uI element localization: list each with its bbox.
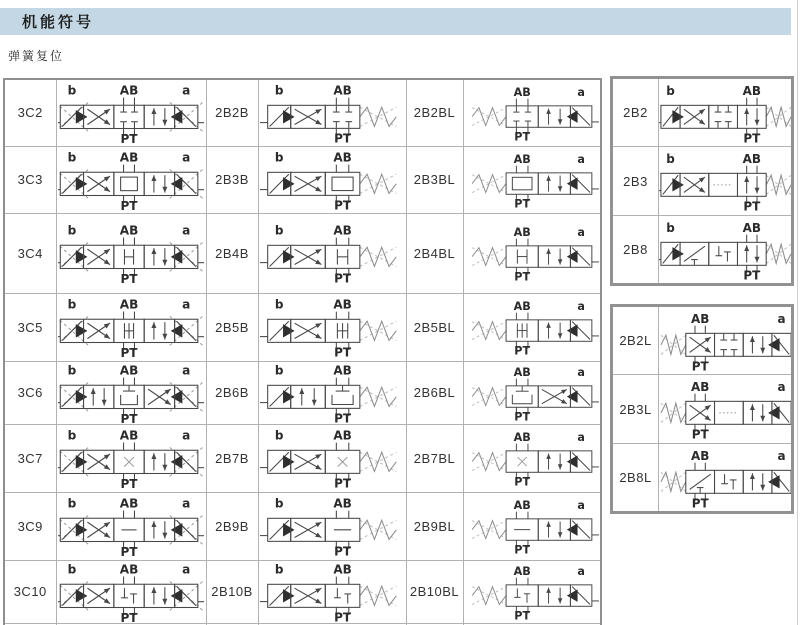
model-code-cell: 2B3L	[612, 375, 659, 444]
svg-text:a: a	[777, 379, 786, 394]
model-code-cell: 2B5BL	[406, 293, 463, 361]
valve-symbol-2B10B	[260, 561, 404, 623]
model-code-cell: 2B2BL	[406, 79, 463, 146]
svg-text:AB: AB	[119, 297, 139, 312]
svg-text:a: a	[182, 83, 191, 98]
svg-text:b: b	[67, 428, 77, 443]
svg-text:PT: PT	[743, 199, 761, 212]
valve-symbol-3C2	[58, 82, 204, 144]
model-code-cell: 2B6BL	[406, 361, 463, 424]
svg-text:a: a	[182, 562, 191, 577]
svg-text:PT: PT	[514, 270, 530, 284]
valve-symbol-2B2BL	[465, 82, 599, 144]
svg-text:b: b	[666, 151, 675, 166]
main-table-row	[4, 424, 601, 492]
valve-symbol-2B7B	[260, 427, 404, 489]
valve-symbol-2B8L	[659, 447, 793, 509]
valve-symbol-cell	[56, 560, 206, 623]
svg-text:AB: AB	[742, 151, 762, 166]
svg-text:a: a	[577, 365, 585, 379]
valve-symbol-2B6BL	[465, 362, 599, 424]
valve-symbol-cell	[56, 361, 206, 424]
panel-2bl-table	[610, 304, 794, 514]
valve-symbol-2B2L	[659, 310, 793, 372]
valve-symbol-cell	[463, 424, 601, 492]
valve-symbol-2B4B	[260, 222, 404, 284]
model-code-cell: 3C4	[4, 213, 56, 293]
svg-text:PT: PT	[514, 130, 530, 144]
model-code-cell: 2B6B	[206, 361, 258, 424]
svg-text:b: b	[274, 496, 284, 511]
model-code-cell: 3C3	[4, 146, 56, 213]
svg-text:PT: PT	[514, 197, 530, 211]
svg-text:b: b	[274, 297, 284, 312]
valve-symbol-cell	[56, 213, 206, 293]
svg-text:b: b	[67, 496, 77, 511]
model-code-cell: 2B3	[612, 147, 659, 216]
valve-symbol-cell	[659, 375, 793, 444]
valve-symbol-3C5	[58, 296, 204, 358]
svg-text:PT: PT	[120, 198, 138, 211]
valve-symbol-cell	[659, 444, 793, 513]
valve-symbol-2B2	[659, 82, 793, 144]
panel-row	[612, 306, 793, 375]
valve-symbol-cell	[258, 424, 406, 492]
svg-text:AB: AB	[690, 379, 710, 394]
svg-text:b: b	[67, 562, 77, 577]
svg-text:a: a	[182, 496, 191, 511]
svg-text:AB: AB	[513, 564, 531, 578]
valve-symbol-2B3	[659, 150, 793, 212]
svg-text:PT: PT	[120, 131, 138, 144]
main-symbol-table	[3, 78, 602, 625]
svg-text:b: b	[274, 363, 284, 378]
valve-symbol-cell	[659, 78, 793, 147]
svg-text:AB: AB	[333, 363, 352, 378]
panel-row	[612, 375, 793, 444]
svg-text:b: b	[67, 297, 77, 312]
valve-symbol-2B7BL	[465, 427, 599, 489]
svg-text:a: a	[182, 363, 191, 378]
svg-text:PT: PT	[120, 272, 138, 284]
valve-symbol-3C7	[58, 427, 204, 489]
model-code-cell: 3C5	[4, 293, 56, 361]
valve-symbol-2B6B	[260, 362, 404, 424]
valve-symbol-cell	[659, 306, 793, 375]
panel-row	[612, 444, 793, 513]
svg-text:PT: PT	[334, 610, 352, 623]
main-table-row	[4, 361, 601, 424]
svg-text:AB: AB	[119, 83, 139, 98]
valve-symbol-cell	[56, 146, 206, 213]
svg-text:b: b	[67, 363, 77, 378]
svg-text:PT: PT	[514, 609, 530, 623]
svg-text:a: a	[577, 226, 585, 240]
model-code-cell: 2B8L	[612, 444, 659, 513]
svg-text:b: b	[666, 83, 675, 98]
model-code-cell: 2B7BL	[406, 424, 463, 492]
svg-text:a: a	[182, 297, 191, 312]
svg-text:b: b	[274, 223, 284, 238]
valve-symbol-cell	[258, 560, 406, 623]
valve-symbol-cell	[258, 213, 406, 293]
main-table-row	[4, 560, 601, 623]
valve-symbol-2B3BL	[465, 149, 599, 211]
model-code-cell: 2B4BL	[406, 213, 463, 293]
svg-text:AB: AB	[513, 226, 531, 240]
panel-row	[612, 147, 793, 216]
svg-text:PT: PT	[334, 345, 352, 358]
valve-symbol-cell	[56, 424, 206, 492]
svg-text:AB: AB	[690, 448, 710, 463]
model-code-cell: 2B9B	[206, 492, 258, 560]
svg-text:AB: AB	[513, 365, 531, 379]
main-table-wrapper	[3, 78, 602, 625]
svg-text:PT: PT	[120, 545, 138, 557]
valve-symbol-cell	[463, 560, 601, 623]
svg-text:AB: AB	[513, 300, 531, 314]
model-code-cell: 2B10B	[206, 560, 258, 623]
valve-symbol-2B4BL	[465, 222, 599, 284]
model-code-cell: 3C7	[4, 424, 56, 492]
svg-text:a: a	[777, 311, 786, 326]
valve-symbol-cell	[463, 213, 601, 293]
svg-text:AB: AB	[742, 83, 762, 98]
valve-symbol-2B5BL	[465, 296, 599, 358]
svg-text:AB: AB	[119, 562, 139, 577]
valve-symbol-3C4	[58, 222, 204, 284]
panel-row	[612, 78, 793, 147]
valve-symbol-cell	[463, 146, 601, 213]
svg-text:PT: PT	[514, 344, 530, 358]
svg-text:b: b	[274, 428, 284, 443]
valve-symbol-3C10	[58, 561, 204, 623]
svg-text:AB: AB	[333, 496, 352, 511]
model-code-cell: 2B8	[612, 216, 659, 285]
valve-symbol-2B9BL	[465, 495, 599, 557]
model-code-cell: 2B3B	[206, 146, 258, 213]
svg-text:PT: PT	[514, 475, 530, 489]
panel-row	[612, 216, 793, 285]
main-table-row	[4, 146, 601, 213]
valve-symbol-cell	[463, 361, 601, 424]
panel-2b-table	[610, 76, 794, 286]
subsection-title: 弹簧复位	[8, 49, 65, 63]
valve-symbol-cell	[258, 492, 406, 560]
panel-2bl-wrapper	[610, 304, 796, 514]
svg-text:b: b	[274, 150, 284, 165]
main-table-row	[4, 213, 601, 293]
valve-symbol-cell	[56, 79, 206, 146]
valve-symbol-cell	[258, 361, 406, 424]
svg-text:AB: AB	[333, 428, 352, 443]
model-code-cell: 2B4B	[206, 213, 258, 293]
valve-symbol-3C3	[58, 149, 204, 211]
svg-text:PT: PT	[334, 271, 352, 284]
svg-text:AB: AB	[119, 150, 139, 165]
svg-text:AB: AB	[513, 499, 531, 513]
svg-text:PT: PT	[691, 359, 709, 372]
model-code-cell: 3C6	[4, 361, 56, 424]
svg-text:a: a	[577, 152, 585, 166]
svg-text:a: a	[182, 428, 191, 443]
valve-symbol-2B5B	[260, 296, 404, 358]
svg-text:AB: AB	[119, 428, 139, 443]
valve-symbol-2B10BL	[465, 561, 599, 623]
svg-text:PT: PT	[120, 411, 138, 424]
svg-text:AB: AB	[333, 297, 352, 312]
valve-symbol-cell	[258, 146, 406, 213]
svg-text:b: b	[666, 220, 675, 235]
svg-text:PT: PT	[691, 496, 709, 509]
svg-text:PT: PT	[120, 610, 138, 623]
valve-symbol-3C6	[58, 362, 204, 424]
svg-text:AB: AB	[333, 562, 352, 577]
valve-symbol-cell	[659, 216, 793, 285]
svg-text:AB: AB	[333, 150, 352, 165]
svg-text:AB: AB	[119, 496, 139, 511]
svg-text:PT: PT	[691, 427, 709, 440]
svg-text:AB: AB	[742, 220, 762, 235]
model-code-cell: 3C9	[4, 492, 56, 560]
valve-symbol-cell	[56, 492, 206, 560]
section-title: 机能符号	[22, 14, 95, 31]
valve-symbol-2B8	[659, 219, 793, 281]
model-code-cell: 3C10	[4, 560, 56, 623]
panel-2b-wrapper	[610, 76, 796, 286]
valve-symbol-cell	[463, 293, 601, 361]
svg-text:PT: PT	[120, 477, 138, 489]
valve-symbol-cell	[258, 79, 406, 146]
svg-text:PT: PT	[334, 131, 352, 144]
model-code-cell: 2B2L	[612, 306, 659, 375]
svg-text:a: a	[182, 150, 191, 165]
svg-text:PT: PT	[334, 198, 352, 211]
svg-text:b: b	[274, 83, 284, 98]
valve-symbol-cell	[258, 293, 406, 361]
svg-text:b: b	[67, 223, 77, 238]
svg-text:PT: PT	[743, 268, 761, 281]
svg-text:a: a	[577, 300, 585, 314]
svg-text:AB: AB	[119, 363, 139, 378]
section-header-band	[0, 8, 791, 35]
svg-text:a: a	[777, 448, 786, 463]
svg-text:a: a	[577, 431, 585, 445]
model-code-cell: 3C2	[4, 79, 56, 146]
svg-text:PT: PT	[334, 411, 352, 424]
valve-symbol-cell	[463, 79, 601, 146]
svg-text:PT: PT	[334, 476, 352, 489]
main-table-row	[4, 293, 601, 361]
svg-text:AB: AB	[119, 223, 139, 238]
svg-text:PT: PT	[334, 544, 352, 557]
valve-symbol-cell	[463, 492, 601, 560]
svg-text:a: a	[182, 223, 191, 238]
valve-symbol-2B9B	[260, 495, 404, 557]
model-code-cell: 2B7B	[206, 424, 258, 492]
main-table-row	[4, 492, 601, 560]
valve-symbol-2B2B	[260, 82, 404, 144]
svg-text:a: a	[577, 85, 585, 99]
svg-text:AB: AB	[513, 152, 531, 166]
svg-text:AB: AB	[513, 431, 531, 445]
svg-text:AB: AB	[333, 223, 352, 238]
svg-text:PT: PT	[514, 543, 530, 557]
valve-symbol-2B3B	[260, 149, 404, 211]
svg-text:a: a	[577, 564, 585, 578]
model-code-cell: 2B10BL	[406, 560, 463, 623]
svg-text:PT: PT	[120, 346, 138, 358]
model-code-cell: 2B5B	[206, 293, 258, 361]
svg-text:AB: AB	[513, 85, 531, 99]
valve-symbol-2B3L	[659, 378, 793, 440]
svg-text:PT: PT	[514, 410, 530, 424]
main-table-row	[4, 79, 601, 146]
svg-text:b: b	[67, 83, 77, 98]
svg-text:b: b	[274, 562, 284, 577]
valve-symbol-3C9	[58, 495, 204, 557]
valve-symbol-cell	[56, 293, 206, 361]
page-edge-line	[797, 0, 798, 625]
svg-text:AB: AB	[690, 311, 710, 326]
svg-text:PT: PT	[743, 131, 761, 144]
valve-symbol-cell	[659, 147, 793, 216]
svg-text:a: a	[577, 499, 585, 513]
model-code-cell: 2B3BL	[406, 146, 463, 213]
model-code-cell: 2B2B	[206, 79, 258, 146]
svg-text:AB: AB	[333, 83, 352, 98]
model-code-cell: 2B2	[612, 78, 659, 147]
model-code-cell: 2B9BL	[406, 492, 463, 560]
svg-text:b: b	[67, 150, 77, 165]
